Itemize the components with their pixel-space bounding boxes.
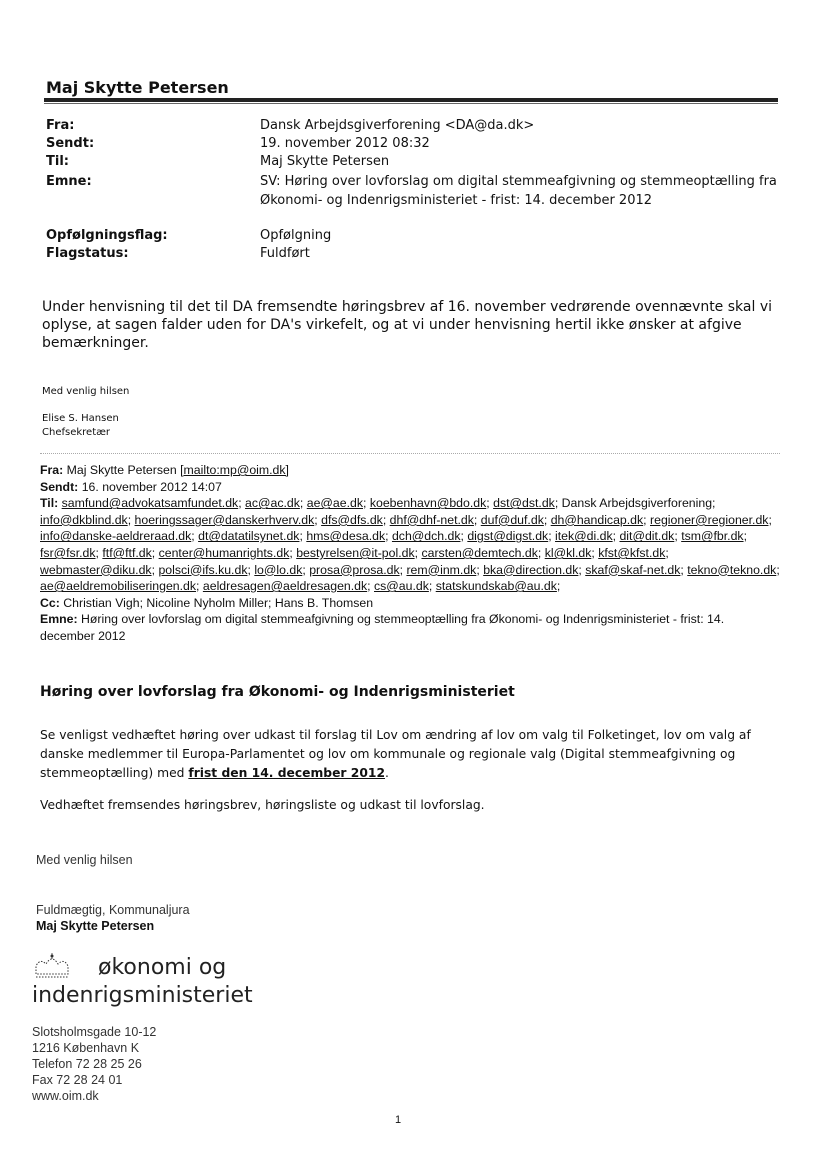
recipient-email-link[interactable]: duf@duf.dk bbox=[480, 512, 544, 527]
reply-body-text: Under henvisning til det til DA fremsendte høringsbrev af 16. november vedrørende ovennævnte skal vi oplyse, at sagen falder uden for DA's virkefelt, og at vi under henvisning hertil ikke ønsker at afgive bemærkninger. bbox=[42, 299, 772, 351]
recipient-email-link[interactable]: koebenhavn@bdo.dk bbox=[369, 496, 487, 511]
recipient-email-link[interactable]: bka@direction.dk bbox=[483, 562, 579, 577]
letter-heading: Høring over lovforslag fra Økonomi- og Indenrigsministeriet bbox=[40, 684, 515, 700]
recipient-email-link[interactable]: dch@dch.dk bbox=[391, 529, 461, 544]
recipient-email-link[interactable]: bestyrelsen@it-pol.dk bbox=[296, 545, 415, 560]
forward-sent-label: Sendt: bbox=[40, 479, 79, 494]
forward-subject-value: Høring over lovforslag om digital stemmeafgivning og stemmeoptælling fra Økonomi- og Indenrigsministeriet - frist: 14. december 2012 bbox=[40, 612, 725, 643]
recipient-email-link[interactable]: tsm@fbr.dk bbox=[681, 529, 744, 544]
meta-label: Sendt: bbox=[46, 136, 95, 151]
forward-from-mailto-link[interactable]: [mailto:mp@oim.dk] bbox=[180, 463, 289, 477]
letter-paragraph-1-end: . bbox=[385, 766, 389, 780]
forward-subject-label: Emne: bbox=[40, 612, 78, 627]
letter-greeting: Med venlig hilsen bbox=[36, 853, 133, 867]
forward-from-value: Maj Skytte Petersen bbox=[66, 463, 177, 477]
meta-value: SV: Høring over lovforslag om digital stemmeafgivning og stemmeoptælling fra Økonomi- og Indenrigsministeriet - frist: 14. december 2012 bbox=[260, 174, 777, 208]
forward-from-label: Fra: bbox=[40, 463, 64, 477]
recipient-email-link[interactable]: ac@ac.dk bbox=[245, 496, 300, 511]
forward-cc-label: Cc: bbox=[40, 595, 60, 610]
recipient-email-link[interactable]: webmaster@diku.dk bbox=[40, 562, 152, 577]
recipient-email-link[interactable]: hoeringssager@danskerhverv.dk bbox=[134, 512, 315, 527]
recipient-email-link[interactable]: polsci@ifs.ku.dk bbox=[158, 562, 248, 577]
recipient-email-link[interactable]: prosa@prosa.dk bbox=[309, 562, 400, 577]
recipient-plain: Dansk Arbejdsgiverforening bbox=[561, 496, 713, 511]
forward-cc-value: Christian Vigh; Nicoline Nyholm Miller; Hans B. Thomsen bbox=[63, 595, 374, 610]
meta-value: Maj Skytte Petersen bbox=[260, 154, 390, 169]
forward-sent-row bbox=[40, 479, 780, 496]
letter-deadline: frist den 14. december 2012 bbox=[188, 766, 386, 780]
header-rule-thin bbox=[44, 103, 778, 104]
recipient-email-link[interactable]: dh@handicap.dk bbox=[550, 512, 644, 527]
recipient-email-link[interactable]: skaf@skaf-net.dk bbox=[585, 562, 681, 577]
recipient-email-link[interactable]: tekno@tekno.dk bbox=[687, 562, 777, 577]
address-line: Telefon 72 28 25 26 bbox=[32, 1057, 142, 1071]
recipient-email-link[interactable]: dit@dit.dk bbox=[619, 529, 675, 544]
flag-label: Opfølgningsflag: bbox=[46, 228, 168, 243]
recipient-email-link[interactable]: hms@desa.dk bbox=[306, 529, 386, 544]
reply-signer-title: Chefsekretær bbox=[42, 427, 111, 438]
flag-value: Opfølgning bbox=[260, 228, 332, 243]
website-link[interactable]: www.oim.dk bbox=[32, 1089, 99, 1103]
letter-sender-title: Fuldmægtig, Kommunaljura bbox=[36, 903, 190, 917]
address-line: Fax 72 28 24 01 bbox=[32, 1073, 123, 1087]
forward-to-row: Til: samfund@advokatsamfundet.dk; ac@ac.dk; ae@ae.dk; koebenhavn@bdo.dk; dst@dst.dk; Dansk Arbejdsgiverforening; info@dkblind.dk; hoeringssager@danskerhverv.dk; dfs@dfs.dk; dhf@dhf-net.dk; duf@duf.dk; dh@handicap.dk; regioner@regioner.dk; info@danske-aeldreraad.dk; dt@datatilsynet.dk; hms@desa.dk; dch@dch.dk; digst@digst.dk; itek@di.dk; dit@dit.dk; tsm@fbr.dk; fsr@fsr.dk; ftf@ftf.dk; center@humanrights.dk; bestyrelsen@it-pol.dk; carsten@demtech.dk; kl@kl.dk; kfst@kfst.dk; webmaster@diku.dk; polsci@ifs.ku.dk; lo@lo.dk; prosa@prosa.dk; rem@inm.dk; bka@direction.dk; skaf@skaf-net.dk; tekno@tekno.dk; ae@aeldremobiliseringen.dk; aeldresagen@aeldresagen.dk; cs@au.dk; statskundskab@au.dk; bbox=[40, 496, 780, 594]
recipient-email-link[interactable]: digst@digst.dk bbox=[467, 529, 549, 544]
reply-greeting: Med venlig hilsen bbox=[42, 386, 130, 397]
page-header-name: Maj Skytte Petersen bbox=[46, 78, 229, 97]
forwarded-header bbox=[40, 462, 780, 645]
address-line: Slotsholmsgade 10-12 bbox=[32, 1025, 157, 1039]
recipient-email-link[interactable]: dhf@dhf-net.dk bbox=[389, 512, 474, 527]
letter-paragraph-1-text: Se venligst vedhæftet høring over udkast til forslag til Lov om ændring af lov om valg til Folketinget, lov om valg af danske medlemmer til Europa-Parlamentet og lov om kommunale og regionale valg (Digital stemmeafgivning og stemmeoptælling) med bbox=[40, 728, 751, 780]
logo-text-line-1: økonomi og bbox=[98, 955, 227, 980]
recipient-email-link[interactable]: kl@kl.dk bbox=[544, 545, 592, 560]
letter-paragraph-2: Vedhæftet fremsendes høringsbrev, høringsliste og udkast til lovforslag. bbox=[40, 798, 485, 812]
recipient-email-link[interactable]: statskundskab@au.dk bbox=[435, 579, 557, 594]
recipient-email-link[interactable]: center@humanrights.dk bbox=[158, 545, 290, 560]
recipient-email-link[interactable]: ae@ae.dk bbox=[306, 496, 363, 511]
recipient-email-link[interactable]: itek@di.dk bbox=[555, 529, 613, 544]
crown-logo-icon bbox=[30, 952, 74, 980]
letter-paragraph-1 bbox=[40, 726, 780, 783]
meta-value: Dansk Arbejdsgiverforening <DA@da.dk> bbox=[260, 118, 535, 133]
recipient-email-link[interactable]: regioner@regioner.dk bbox=[650, 512, 769, 527]
forward-separator bbox=[40, 453, 780, 454]
flag-label: Flagstatus: bbox=[46, 246, 129, 261]
recipient-email-link[interactable]: ae@aeldremobiliseringen.dk bbox=[40, 579, 197, 594]
page-number: 1 bbox=[395, 1114, 402, 1126]
forward-sent-value: 16. november 2012 14:07 bbox=[81, 479, 222, 494]
logo-text-line-2: indenrigsministeriet bbox=[32, 983, 253, 1008]
meta-label: Til: bbox=[46, 154, 69, 169]
recipient-email-link[interactable]: carsten@demtech.dk bbox=[421, 545, 538, 560]
reply-signer-name: Elise S. Hansen bbox=[42, 413, 119, 424]
meta-value: 19. november 2012 08:32 bbox=[260, 136, 430, 151]
forward-from-row bbox=[40, 462, 780, 479]
recipient-email-link[interactable]: ftf@ftf.dk bbox=[102, 545, 152, 560]
recipient-email-link[interactable]: lo@lo.dk bbox=[254, 562, 303, 577]
recipient-email-link[interactable]: aeldresagen@aeldresagen.dk bbox=[202, 579, 368, 594]
meta-label: Emne: bbox=[46, 174, 92, 189]
recipient-email-link[interactable]: dfs@dfs.dk bbox=[321, 512, 383, 527]
flag-value: Fuldført bbox=[260, 246, 310, 261]
recipient-email-link[interactable]: dt@datatilsynet.dk bbox=[198, 529, 300, 544]
recipient-email-link[interactable]: rem@inm.dk bbox=[406, 562, 477, 577]
forward-to-label: Til: bbox=[40, 496, 59, 511]
forward-subject-row bbox=[40, 611, 780, 644]
forward-cc-row bbox=[40, 595, 780, 612]
meta-label: Fra: bbox=[46, 118, 75, 133]
recipient-email-link[interactable]: info@danske-aeldreraad.dk bbox=[40, 529, 192, 544]
letter-sender-name: Maj Skytte Petersen bbox=[36, 919, 155, 933]
recipient-email-link[interactable]: fsr@fsr.dk bbox=[40, 545, 96, 560]
recipient-email-link[interactable]: kfst@kfst.dk bbox=[598, 545, 666, 560]
recipient-email-link[interactable]: cs@au.dk bbox=[374, 579, 429, 594]
address-line: 1216 København K bbox=[32, 1041, 140, 1055]
recipient-email-link[interactable]: samfund@advokatsamfundet.dk bbox=[61, 496, 239, 511]
recipient-email-link[interactable]: dst@dst.dk bbox=[493, 496, 555, 511]
header-rule bbox=[44, 98, 778, 102]
recipient-email-link[interactable]: info@dkblind.dk bbox=[40, 512, 128, 527]
